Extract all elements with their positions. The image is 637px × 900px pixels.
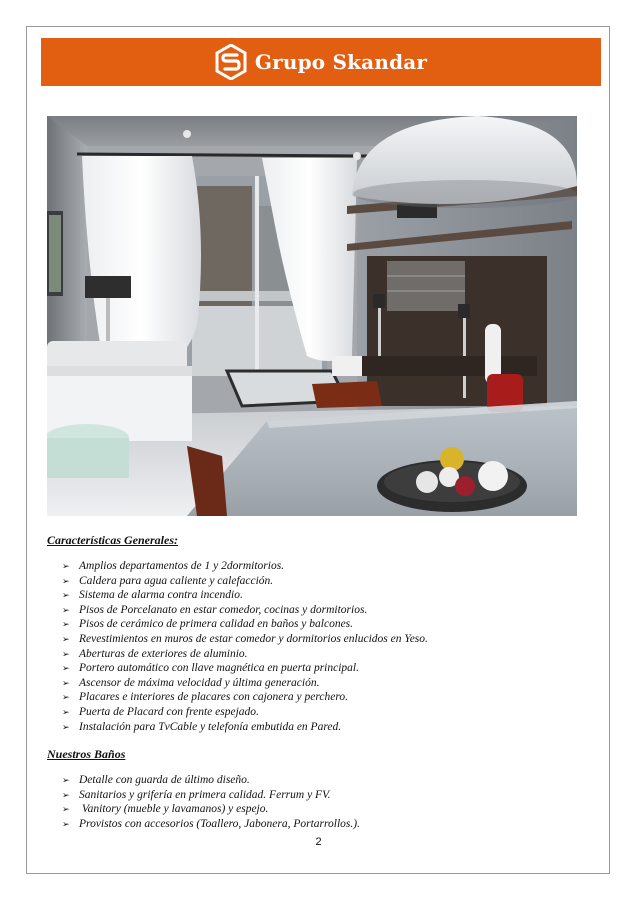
list-item: ➢ Detalle con guarda de último diseño.	[62, 774, 250, 786]
list-item: ➢ Instalación para TvCable y telefonía embutida en Pared.	[62, 720, 342, 733]
arrow-bullet-icon: ➢	[62, 663, 70, 674]
arrow-bullet-icon: ➢	[62, 561, 70, 571]
list-item: ➢ Sistema de alarma contra incendio.	[62, 589, 243, 602]
list-item: ➢ Caldera para agua caliente y calefacción.	[62, 574, 274, 587]
list-item: ➢ Aberturas de exteriores de aluminio.	[62, 647, 248, 660]
banos-list	[62, 773, 360, 831]
list-item: ➢ Portero automático con llave magnética en puerta principal.	[62, 662, 359, 675]
skandar-logo-icon	[215, 44, 247, 80]
arrow-bullet-icon: ➢	[62, 604, 70, 615]
page-number: 2	[315, 836, 322, 848]
arrow-bullet-icon: ➢	[62, 692, 70, 703]
arrow-bullet-icon: ➢	[62, 775, 70, 785]
arrow-bullet-icon: ➢	[62, 789, 70, 800]
living-room-render	[47, 116, 577, 516]
header-banner	[41, 38, 601, 86]
list-item: ➢ Revestimientos en muros de estar comedor y dormitorios enlucidos en Yeso.	[62, 632, 428, 645]
list-item: ➢ Pisos de Porcelanato en estar comedor, cocinas y dormitorios.	[62, 603, 368, 616]
list-item: ➢ Ascensor de máxima velocidad y última generación.	[62, 676, 320, 689]
arrow-bullet-icon: ➢	[62, 633, 70, 644]
list-item: ➢ Sanitarios y grifería en primera calidad. Ferrum y FV.	[62, 788, 331, 801]
brand-logo	[215, 44, 427, 80]
arrow-bullet-icon: ➢	[62, 804, 70, 815]
banos-title: Nuestros Baños	[47, 747, 126, 761]
general-features-title: Características Generales:	[47, 533, 178, 547]
arrow-bullet-icon: ➢	[62, 706, 70, 717]
list-item: ➢ Placares e interiores de placares con cajonera y perchero.	[62, 691, 349, 704]
arrow-bullet-icon: ➢	[62, 575, 70, 586]
arrow-bullet-icon: ➢	[62, 818, 70, 829]
arrow-bullet-icon: ➢	[62, 619, 70, 630]
list-item: ➢ Provistos con accesorios (Toallero, Jabonera, Portarrollos.).	[62, 817, 360, 830]
arrow-bullet-icon: ➢	[62, 677, 70, 688]
brand-name: Grupo Skandar	[254, 50, 428, 74]
list-item: ➢ Amplios departamentos de 1 y 2dormitorios.	[62, 560, 285, 572]
arrow-bullet-icon: ➢	[62, 590, 70, 601]
list-item: ➢ Vanitory (mueble y lavamanos) y espejo.	[62, 803, 269, 816]
list-item: ➢ Pisos de cerámico de primera calidad en baños y balcones.	[62, 618, 354, 631]
general-features-list	[62, 559, 428, 734]
arrow-bullet-icon: ➢	[62, 721, 70, 732]
list-item: ➢ Puerta de Placard con frente espejado.	[62, 705, 259, 718]
arrow-bullet-icon: ➢	[62, 648, 70, 659]
